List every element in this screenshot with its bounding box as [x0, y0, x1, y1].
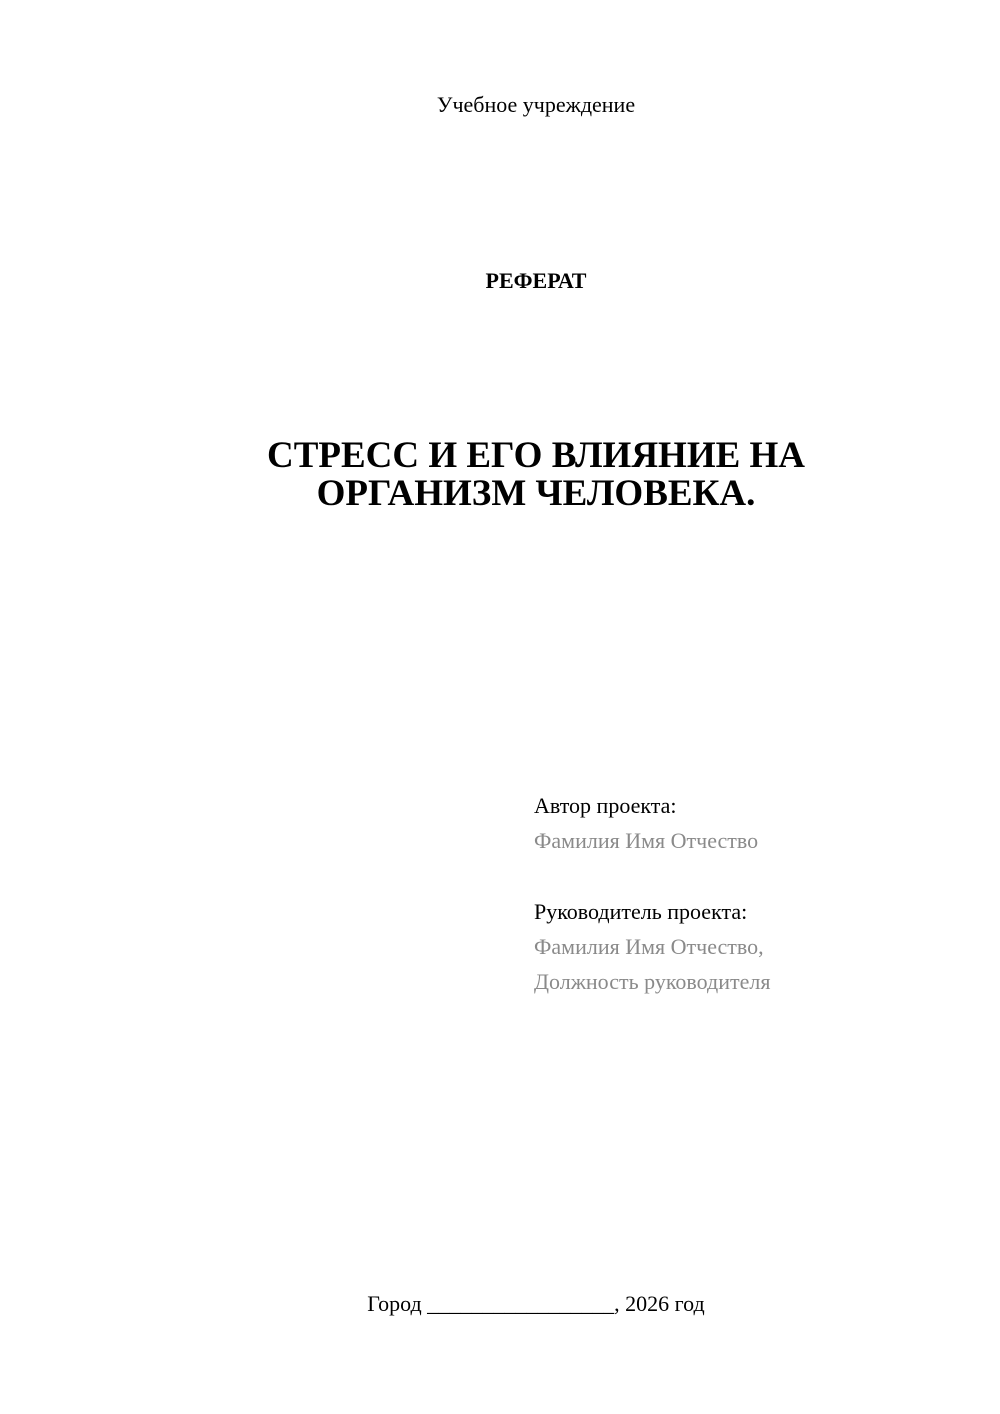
author-block — [534, 788, 974, 858]
city-label: Город — [367, 1291, 422, 1316]
author-label: Автор проекта: — [534, 793, 677, 818]
city-blank: _________________ — [427, 1291, 615, 1316]
supervisor-block — [534, 894, 974, 999]
supervisor-position: Должность руководителя — [534, 969, 771, 994]
supervisor-name: Фамилия Имя Отчество, — [534, 934, 764, 959]
document-title-line-2: ОРГАНИЗМ ЧЕЛОВЕКА. — [316, 473, 756, 514]
supervisor-label: Руководитель проекта: — [534, 899, 748, 924]
document-title-line-1: СТРЕСС И ЕГО ВЛИЯНИЕ НА — [266, 435, 806, 476]
year-text: , 2026 год — [614, 1291, 705, 1316]
document-title — [230, 437, 842, 513]
credits-block — [534, 788, 974, 999]
author-name: Фамилия Имя Отчество — [534, 828, 759, 853]
document-type: РЕФЕРАТ — [485, 268, 587, 293]
city-year-line — [0, 1290, 1000, 1318]
institution-name: Учебное учреждение — [436, 92, 636, 117]
